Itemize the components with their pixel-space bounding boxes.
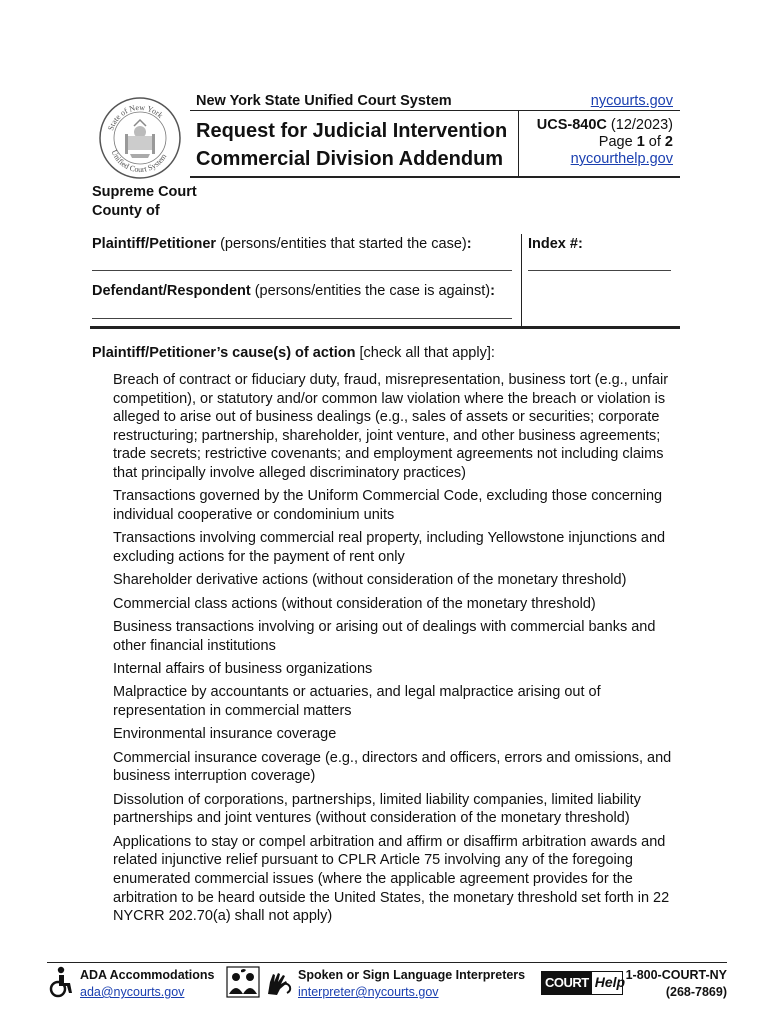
cause-item[interactable]: Applications to stay or compel arbitration and affirm or disaffirm arbitration awards and related injunctive relief pursuant to CPLR Article 75 involving any of the foregoing enumerated commercial issues (where the applicable agreement provides for the arbitration to be heard outside the United States, the monetary threshold set forth in 22 NYCRR 202.70(a) shall not apply) (113, 833, 670, 925)
hotline-number: 1-800-COURT-NY (625, 968, 727, 982)
index-label: Index #: (528, 236, 583, 252)
form-title (196, 117, 507, 173)
court-system-name: New York State Unified Court System (196, 93, 452, 109)
defendant-label: Defendant/Respondent (persons/entities the case is against): (92, 283, 495, 299)
plaintiff-field[interactable] (92, 270, 512, 271)
header-divider (190, 110, 680, 111)
cause-item[interactable]: Internal affairs of business organizations (113, 661, 373, 678)
cause-item[interactable]: Environmental insurance coverage (113, 726, 337, 743)
interpreter-email-link[interactable]: interpreter@nycourts.gov (298, 985, 439, 999)
county-label: County of (92, 203, 160, 219)
plaintiff-label: Plaintiff/Petitioner (persons/entities that started the case): (92, 236, 472, 252)
website-link[interactable]: nycourts.gov (590, 93, 673, 109)
court-help-logo: COURT Help (541, 971, 623, 995)
form-title-line1: Request for Judicial Intervention (196, 120, 508, 142)
court-block (92, 183, 197, 221)
form-identifier (537, 117, 673, 168)
header-bottom-rule (190, 176, 680, 178)
hotline-digits: (268-7869) (665, 985, 727, 999)
causes-list (113, 371, 683, 931)
cause-item[interactable]: Malpractice by accountants or actuaries, and legal malpractice arising out of representation in commercial matters (113, 684, 601, 720)
index-column-divider (521, 234, 522, 327)
cause-item[interactable]: Breach of contract or fiduciary duty, fraud, misrepresentation, business tort (e.g., unfair competition), or statutory and/or common law violation where the breach or violation is alleged to arise out of business dealings (e.g., sales of assets or securities; corporate restructuring; partnership, shareholder, joint venture, and other business agreements; trade secrets; restrictive covenants; and employment agreements not including claims that principally involve alleged discriminatory practices) (113, 372, 669, 481)
wheelchair-icon (47, 966, 73, 998)
interpreter-icon (226, 966, 260, 998)
ada-block (80, 967, 215, 1001)
seal-text-top: State of New York (106, 102, 165, 132)
page-indicator: Page 1 of 2 (598, 134, 673, 150)
interpreter-title: Spoken or Sign Language Interpreters (298, 968, 526, 982)
ada-email-link[interactable]: ada@nycourts.gov (80, 985, 185, 999)
form-number: UCS-840C (536, 117, 607, 133)
ada-title: ADA Accommodations (80, 968, 215, 982)
section-divider (90, 326, 680, 329)
defendant-field[interactable] (92, 318, 512, 319)
hotline (626, 967, 727, 1001)
court-name: Supreme Court (92, 184, 197, 200)
form-date: (12/2023) (610, 117, 673, 133)
cause-item[interactable]: Dissolution of corporations, partnerships, limited liability companies, limited liability partnerships and joint ventures (without consideration of the monetary threshold) (113, 791, 641, 827)
footer-rule (47, 962, 727, 963)
help-site-link[interactable]: nycourthelp.gov (570, 151, 673, 167)
cause-item[interactable]: Commercial insurance coverage (e.g., directors and officers, errors and omissions, and business interruption coverage) (113, 749, 672, 785)
cause-item[interactable]: Transactions governed by the Uniform Commercial Code, excluding those concerning individual cooperative or condominium units (113, 488, 663, 523)
interpreter-block (298, 967, 525, 1001)
form-title-line2: Commercial Division Addendum (196, 148, 504, 170)
cause-item[interactable]: Business transactions involving or arising out of dealings with commercial banks and other financial institutions (113, 619, 656, 654)
index-number-field[interactable] (528, 270, 671, 271)
cause-item[interactable]: Transactions involving commercial real property, including Yellowstone injunctions and excluding actions for the payment of rent only (113, 530, 666, 565)
header-column-divider (518, 111, 519, 177)
cause-item[interactable]: Commercial class actions (without consideration of the monetary threshold) (113, 595, 596, 612)
causes-heading: Plaintiff/Petitioner’s cause(s) of action [check all that apply]: (92, 345, 495, 361)
court-seal (98, 96, 182, 180)
sign-language-icon (264, 966, 294, 998)
cause-item[interactable]: Shareholder derivative actions (without consideration of the monetary threshold) (113, 572, 627, 589)
seal-text-bottom: Unified Court System (109, 148, 169, 175)
